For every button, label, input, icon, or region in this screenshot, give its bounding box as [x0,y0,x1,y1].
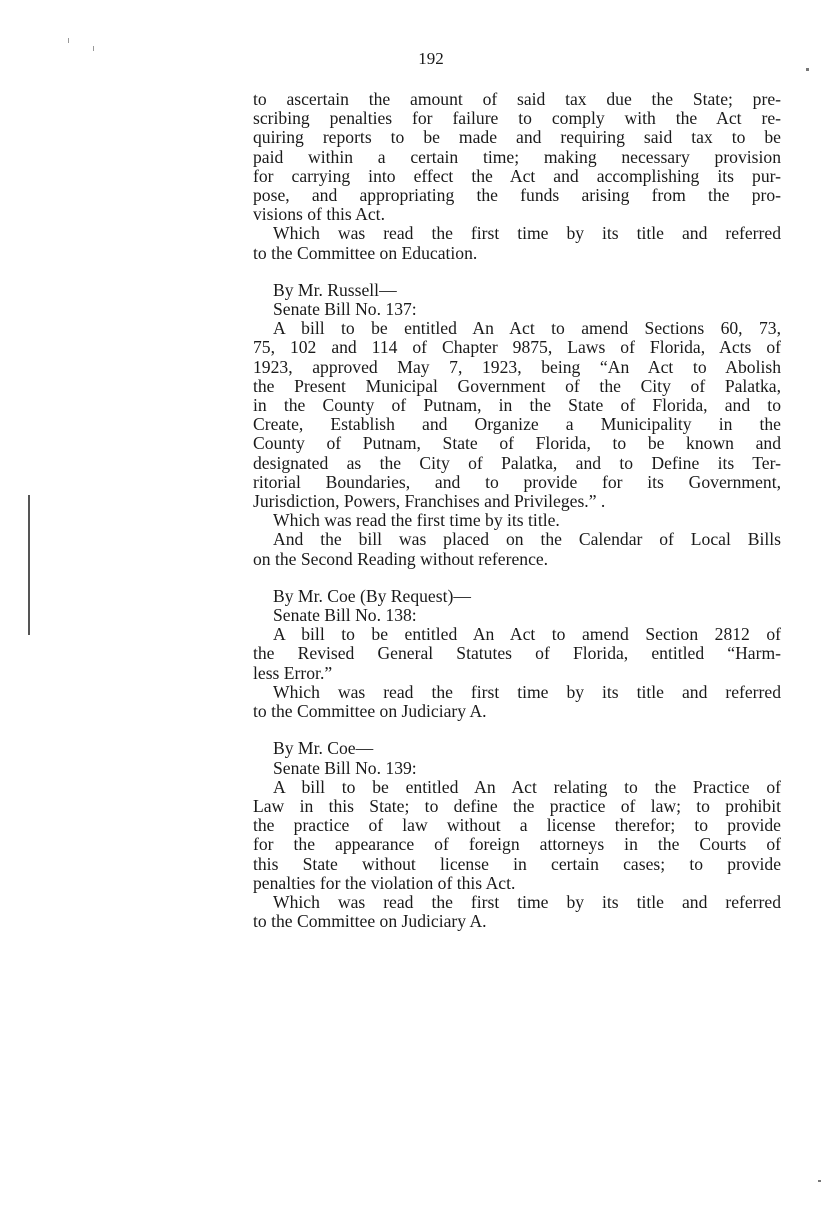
sponsor-russell [253,281,781,300]
text-line: A bill to be entitled An Act to amend Section 2812 of [273,624,781,645]
text-line: to the Committee on Judiciary A. [253,701,487,722]
text-line: penalties for the violation of this Act. [253,872,516,893]
sponsor-coe-by-request [253,587,781,606]
page-number: 192 [418,49,444,68]
text-line: 1923, approved May 7, 1923, being “An Act to Abolish [253,356,781,377]
text-line: in the County of Putnam, in the State of Florida, and to [253,395,781,416]
bill-138-title [253,625,781,683]
sponsor-line: By Mr. Russell— [273,279,397,300]
bill-139-referral [253,893,781,931]
text-line: Jurisdiction, Powers, Franchises and Privileges.” . [253,491,606,512]
text-line: to the Committee on Judiciary A. [253,911,487,932]
text-line: to ascertain the amount of said tax due the State; pre- [253,89,781,109]
text-line: designated as the City of Palatka, and to Define its Ter- [253,452,781,473]
margin-scan-mark [28,495,30,635]
paragraph-referral-education [253,224,781,262]
text-line: less Error.” [253,662,333,683]
bill-number-line: Senate Bill No. 139: [273,757,417,778]
bill-137-title [253,319,781,511]
margin-scan-mark [68,38,69,43]
sponsor-line: By Mr. Coe (By Request)— [273,585,471,606]
text-line: for the appearance of foreign attorneys in the Courts of [253,834,781,855]
bill-137-calendar [253,530,781,568]
text-line: quiring reports to be made and requiring said tax to be [253,127,781,148]
page-body [253,90,781,931]
bill-138-referral [253,683,781,721]
text-line: Which was read the first time by its title. [273,510,560,531]
paragraph-title-continuation [253,90,781,224]
bill-number-line: Senate Bill No. 138: [273,605,417,626]
bill-number-line: Senate Bill No. 137: [273,299,417,320]
text-line: for carrying into effect the Act and accomplishing its pur- [253,165,781,186]
text-line: paid within a certain time; making necessary provision [253,146,781,167]
bill-139-title [253,778,781,893]
margin-scan-mark [93,46,94,51]
bill-number-139 [253,759,781,778]
text-line: ritorial Boundaries, and to provide for its Government, [253,471,781,492]
text-line: scribing penalties for failure to comply with the Act re- [253,108,781,129]
text-line: Law in this State; to define the practice of law; to prohibit [253,795,781,816]
margin-scan-mark [806,68,809,71]
bill-137-first-reading [253,511,781,530]
text-line: A bill to be entitled An Act relating to the Practice of [273,776,781,797]
text-line: the Present Municipal Government of the City of Palatka, [253,375,781,396]
text-line: to the Committee on Education. [253,242,478,263]
sponsor-coe [253,739,781,758]
text-line: A bill to be entitled An Act to amend Sections 60, 73, [273,318,781,339]
bill-number-138 [253,606,781,625]
text-line: Create, Establish and Organize a Municipality in the [253,414,781,435]
text-line: visions of this Act. [253,204,385,225]
sponsor-line: By Mr. Coe— [273,738,374,759]
text-line: 75, 102 and 114 of Chapter 9875, Laws of Florida, Acts of [253,337,781,358]
text-line: the Revised General Statutes of Florida, entitled “Harm- [253,643,781,664]
text-line: And the bill was placed on the Calendar of Local Bills [273,529,781,550]
text-line: on the Second Reading without reference. [253,548,549,569]
text-line: Which was read the first time by its title and referred [273,681,781,702]
text-line: the practice of law without a license therefor; to provide [253,815,781,836]
text-line: Which was read the first time by its title and referred [273,223,781,244]
text-line: pose, and appropriating the funds arising from the pro- [253,185,781,206]
margin-scan-mark [818,1180,821,1182]
text-line: this State without license in certain cases; to provide [253,853,781,874]
text-line: Which was read the first time by its title and referred [273,891,781,912]
text-line: County of Putnam, State of Florida, to be known and [253,433,781,454]
bill-number-137 [253,300,781,319]
